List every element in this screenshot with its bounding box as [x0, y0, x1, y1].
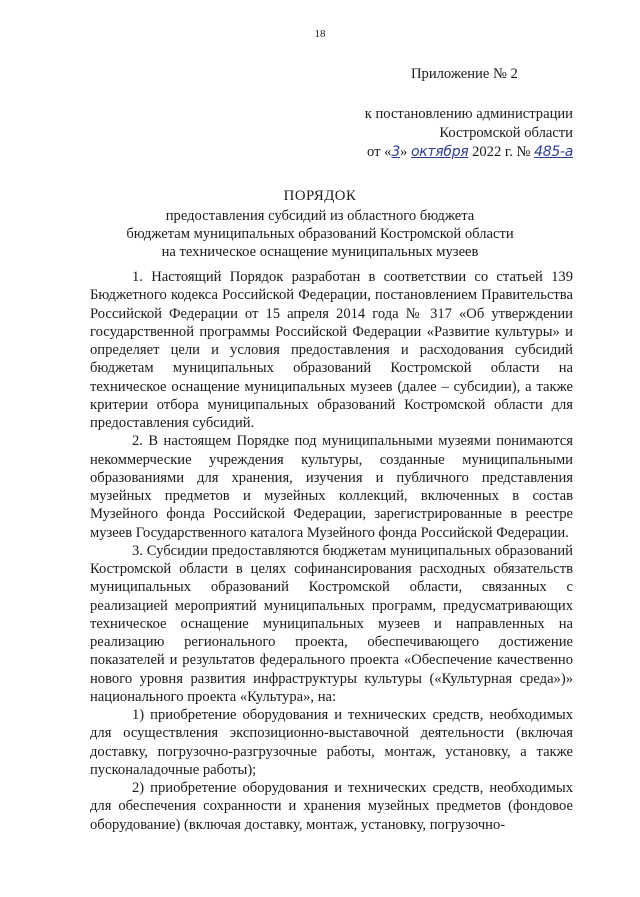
document-subtitle: [90, 207, 550, 261]
decree-line-1: к постановлению администрации: [364, 106, 573, 122]
document-body: [90, 268, 573, 834]
paragraph-2: 2. В настоящем Порядке под муниципальными музеями понимаются некоммерческие учреждения культуры, созданные муниципальными образованиями для хранения, изучения и публичного представления музейных предметов и музейных коллекций, включенных в состав Музейного фонда Российской Федерации, зарегистрированные в реестре музеев Государственного каталога Музейного фонда Российской Федерации.: [90, 433, 573, 541]
paragraph-3-item-2: 2) приобретение оборудования и технических средств, необходимых для обеспечения сохранности и хранения музейных предметов (фондовое оборудование) (включая доставку, монтаж, установку, погрузочно-: [90, 780, 573, 833]
handwritten-number: 485-а: [534, 144, 573, 160]
date-year: 2022 г. №: [472, 144, 531, 160]
paragraph-1: 1. Настоящий Порядок разработан в соответствии со статьей 139 Бюджетного кодекса Российской Федерации, постановлением Правительства Российской Федерации от 15 апреля 2014 года № 317 «Об утверждении государственной программы Российской Федерации «Развитие культуры» и определяет цели и условия предоставления и расходования субсидий бюджетам муниципальных образований Костромской области на техническое оснащение муниципальных музеев (далее – субсидии), а также критерии отбора муниципальных образований Костромской области для предоставления субсидий.: [90, 269, 573, 431]
date-prefix: от «: [366, 144, 392, 160]
decree-reference: [365, 105, 573, 162]
paragraph-3: 3. Субсидии предоставляются бюджетам муниципальных образований Костромской области в целях софинансирования расходных обязательств муниципальных образований Костромской области, связанных с реализацией мероприятий муниципальных программ, предусматривающих техническое оснащение муниципальных музеев и направленных на реализацию регионального проекта, обеспечивающего достижение показателей и результатов федерального проекта «Обеспечение качественно нового уровня развития инфраструктуры культуры («Культурная среда»)» национального проекта «Культура», на:: [90, 542, 573, 705]
handwritten-month: октября: [410, 144, 469, 160]
subtitle-line: предоставления субсидий из областного бюджета: [165, 208, 475, 224]
subtitle-line: бюджетам муниципальных образований Костромской области: [126, 226, 514, 242]
subtitle-line: на техническое оснащение муниципальных музеев: [161, 244, 479, 260]
document-title: ПОРЯДОК: [283, 188, 357, 204]
decree-line-2: Костромской области: [439, 125, 573, 141]
handwritten-day: 3: [391, 144, 401, 160]
decree-date-line: [365, 143, 573, 162]
appendix-label: Приложение № 2: [411, 66, 518, 82]
date-mid: »: [400, 144, 408, 160]
paragraph-3-item-1: 1) приобретение оборудования и технических средств, необходимых для осуществления экспозиционно-выставочной деятельности (включая доставку, погрузочно-разгрузочные работы, монтаж, установку, а также пусконаладочные работы);: [90, 707, 573, 778]
page-number: 18: [314, 28, 326, 40]
